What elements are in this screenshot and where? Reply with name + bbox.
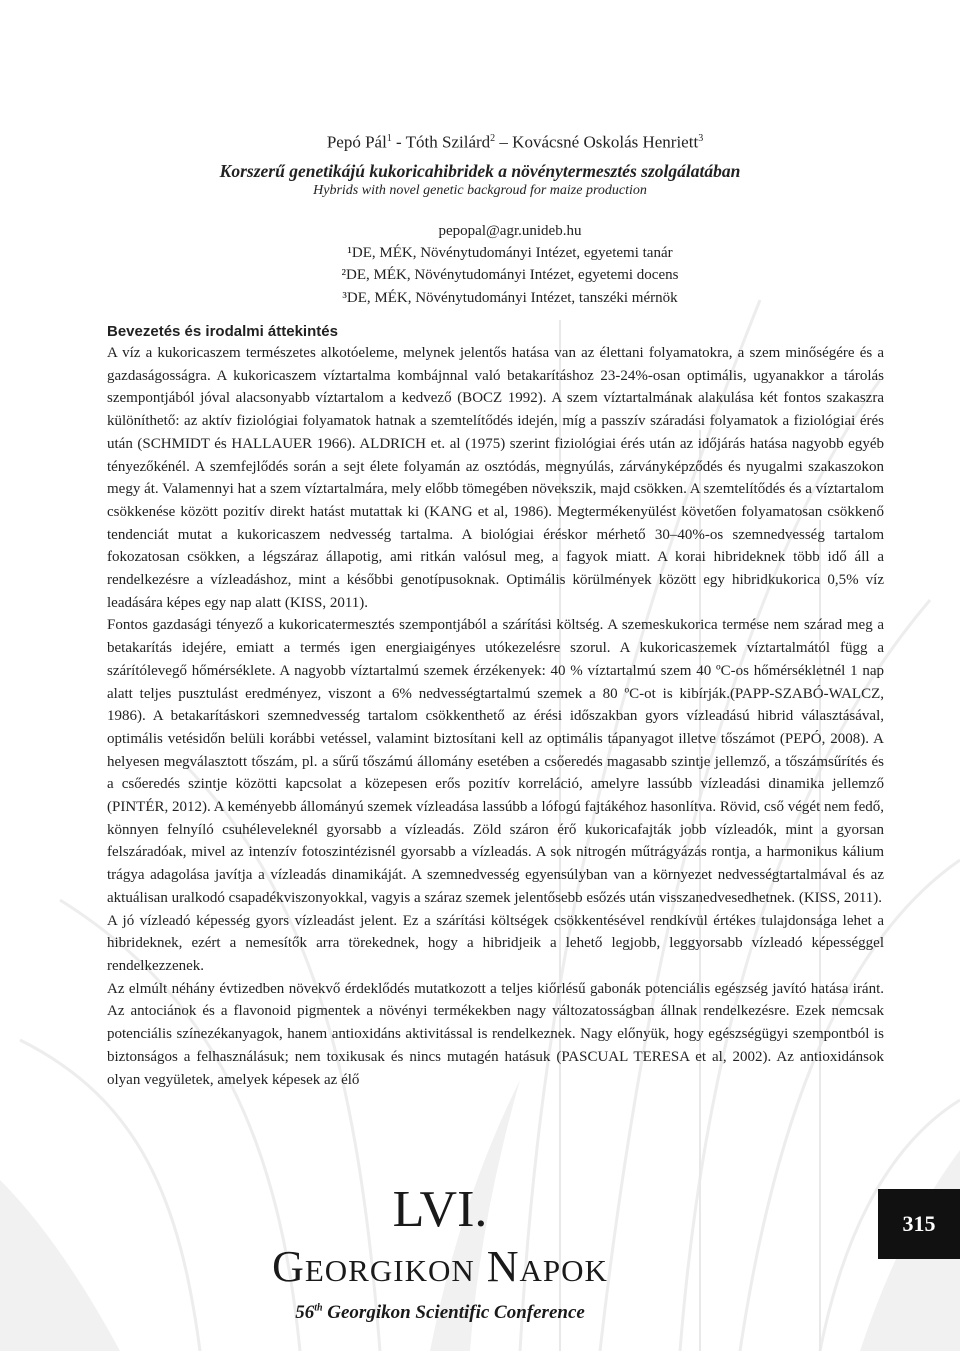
contact-email: pepopal@agr.unideb.hu [438, 222, 582, 239]
paper-body [107, 322, 884, 1091]
author-separator-1: - [391, 132, 406, 152]
conference-roman-numeral: LVI. [392, 1181, 488, 1238]
author-line [0, 128, 960, 154]
paper-title-english: Hybrids with novel genetic backgroud for maize production [313, 182, 647, 198]
body-paragraph-3: A jó vízleadó képesség gyors vízleadást jelent. Ez a szárítási költségek csökkentésével rendkívül értékes tulajdonsága lehet a hibrideknek, ezért a nemesítők arra törekednek, hogy a hibridjeik a lehető legjobb, leggyorsabb vízleadó képességgel rendelkezzenek. [107, 912, 884, 974]
conference-english-name: Georgikon Scientific Conference [322, 1302, 585, 1323]
author-1: Pepó Pál [326, 132, 387, 152]
section-heading: Bevezetés és irodalmi áttekintés [107, 323, 338, 340]
conference-subtitle [170, 1302, 710, 1324]
conference-number: 56 [295, 1302, 315, 1323]
paper-header [0, 128, 960, 309]
author-1-affil-mark: 1 [386, 133, 392, 144]
paper-title-hungarian: Korszerű genetikájú kukoricahibridek a növénytermesztés szolgálatában [219, 160, 741, 181]
page-number-badge [878, 1189, 960, 1259]
author-3: Kovácsné Oskolás Henriett [512, 132, 699, 152]
affiliation-2: ²DE, MÉK, Növénytudományi Intézet, egyetemi docens [341, 267, 679, 284]
author-2-affil-mark: 2 [490, 133, 496, 144]
body-paragraph-4: Az elmúlt néhány évtizedben növekvő érdeklődés mutatkozott a teljes kiőrlésű gabonák potenciális egészség javító hatása iránt. Az antociánok és a flavonoid pigmentek a növényi termékekben nagy változatosságban állnak rendelkezésre. Ezek nemcsak potenciális színezékanyagok, hanem antioxidáns aktivitással is rendelkeznek. Nagy előnyük, hogy egészségügyi szempontból is biztonságos a felhasználásuk; nem toxikusak és nincs mutagén hatásuk (PASCUAL TERESA et al, 2002). Az antioxidánsok olyan vegyületek, amelyek képesek az élő [107, 980, 884, 1088]
affiliation-3: ³DE, MÉK, Növénytudományi Intézet, tanszéki mérnök [342, 289, 678, 306]
author-2: Tóth Szilárd [405, 132, 491, 152]
affiliation-1: ¹DE, MÉK, Növénytudományi Intézet, egyetemi tanár [347, 244, 673, 261]
conference-name: Georgikon Napok [272, 1242, 608, 1291]
conference-footer [0, 1180, 960, 1351]
author-separator-2: – [495, 132, 513, 152]
body-paragraph-1: A víz a kukoricaszem természetes alkotóeleme, melynek jelentős hatása van az élettani folyamatokra, a szem minőségére és a gazdaságosságra. A kukoricaszem víztartalma kombájnnal való betakarításhoz 23-24%-osan optimális, ugyanakkor a tárolás szempontjából jóval alacsonyabb víztartalom a kedvező (BOCZ 1992). A szem víztartalmának alakulása két fontos szakaszra különíthető: az aktív fiziológiai folyamatok hatnak a szemtelítődés idején, míg a passzív száradási folyamatok a fiziológiai érés után (SCHMIDT és HALLAUER 1966). ALDRICH et. al (1975) szerint fiziológiai érés után az időjárás hatása nagyobb egyéb tényezőkénél. A szemfejlődés során a sejt élete folyamán az osztódás, megnyúlás, zárványképződés és nyugalmi szakaszokon megy át. Valamennyi hat a szem víztartalmára, mely előbb tömegében növekszik, majd csökken. A szemtelítődés és a víztartalom csökkenése között pozitív direkt hatást mutattak ki (KANG et al, 1986). Megtermékenyülést követően folyamatosan csökkenő tendenciát mutat a kukoricaszem nedvesség tartalma. A biológiai éréskor mérhető 30–40%-os szemnedvesség tartalom fokozatosan csökken, a légszáraz állapotig, ami ritkán valósul meg, a fagyok miatt. A korai hibrideknek több idő áll a rendelkezésre a vízleadáshoz, mint a későbbi genotípusoknak. Optimális körülmények között egy hibridkukorica 0,5% víz leadására képes egy nap alatt (KISS, 2011). [107, 345, 884, 611]
conference-number-suffix: th [314, 1302, 323, 1314]
author-3-affil-mark: 3 [698, 133, 704, 144]
page-number: 315 [902, 1211, 936, 1236]
body-paragraph-2: Fontos gazdasági tényező a kukoricatermesztés szempontjából a szárítási költség. A szemeskukorica termése nem szárad meg a betakarítás idejére, emiatt a termés igen energiaigényes utókezelésre szorul. A kukoricaszemek víztartalmától függ a szárítólevegő hőmérséklete. A nagyobb víztartalmú szemek érzékenyek: 40 % víztartalmú szem 40 ºC-os hőmérsékletnél 1 nap alatt teljes pusztulást eredményez, viszont a 6% nedvességtartalmú szemek a 80 ºC-ot is kibírják.(PAPP-SZABÓ-WALCZ, 1986). A betakarításkori szemnedvesség tartalom csökkenthető az érési időszakban gyors vízleadású hibrid választásával, optimális vetésidőn belüli korábbi vetéssel, valamint biztosítani kell az optimális tápanyagot illetve tőszámot (PEPÓ, 2008). A helyesen megválasztott tőszám, pl. a sűrű tőszámú állomány esetében a csőeredés magasabb szintje jellemző, a tőszámsűrítés és a csőeredés szintje közötti kapcsolat a közepesen erős pozitív korreláció, amelyre lassúbb vízleadási dinamika jellemző (PINTÉR, 2012). A keményebb állományú szemek vízleadása lassúbb a lófogú fajtákéhoz hasonlítva. Rövid, cső végét nem fedő, könnyen felnyíló csuhéleveleknél gyorsabb a vízleadás. Zöld száron érő kukoricafajták jobb vízleadók, mint a gyorsan felszáradóak, mivel az intenzív fotoszintézisnél gyorsabb a vízleadás. A sok nitrogén műtrágyázás rontja, a harmonikus kálium trágya adagolása javítja a vízleadás dinamikáját. A szemnedvesség egyensúlyban van a környezet nedvességtartalmával és az aktuálisan uralkodó csapadékviszonyokkal, vagyis a száraz szemek jelentősebb esőzés után visszanedvesedhetnek. (KISS, 2011). [107, 617, 884, 906]
